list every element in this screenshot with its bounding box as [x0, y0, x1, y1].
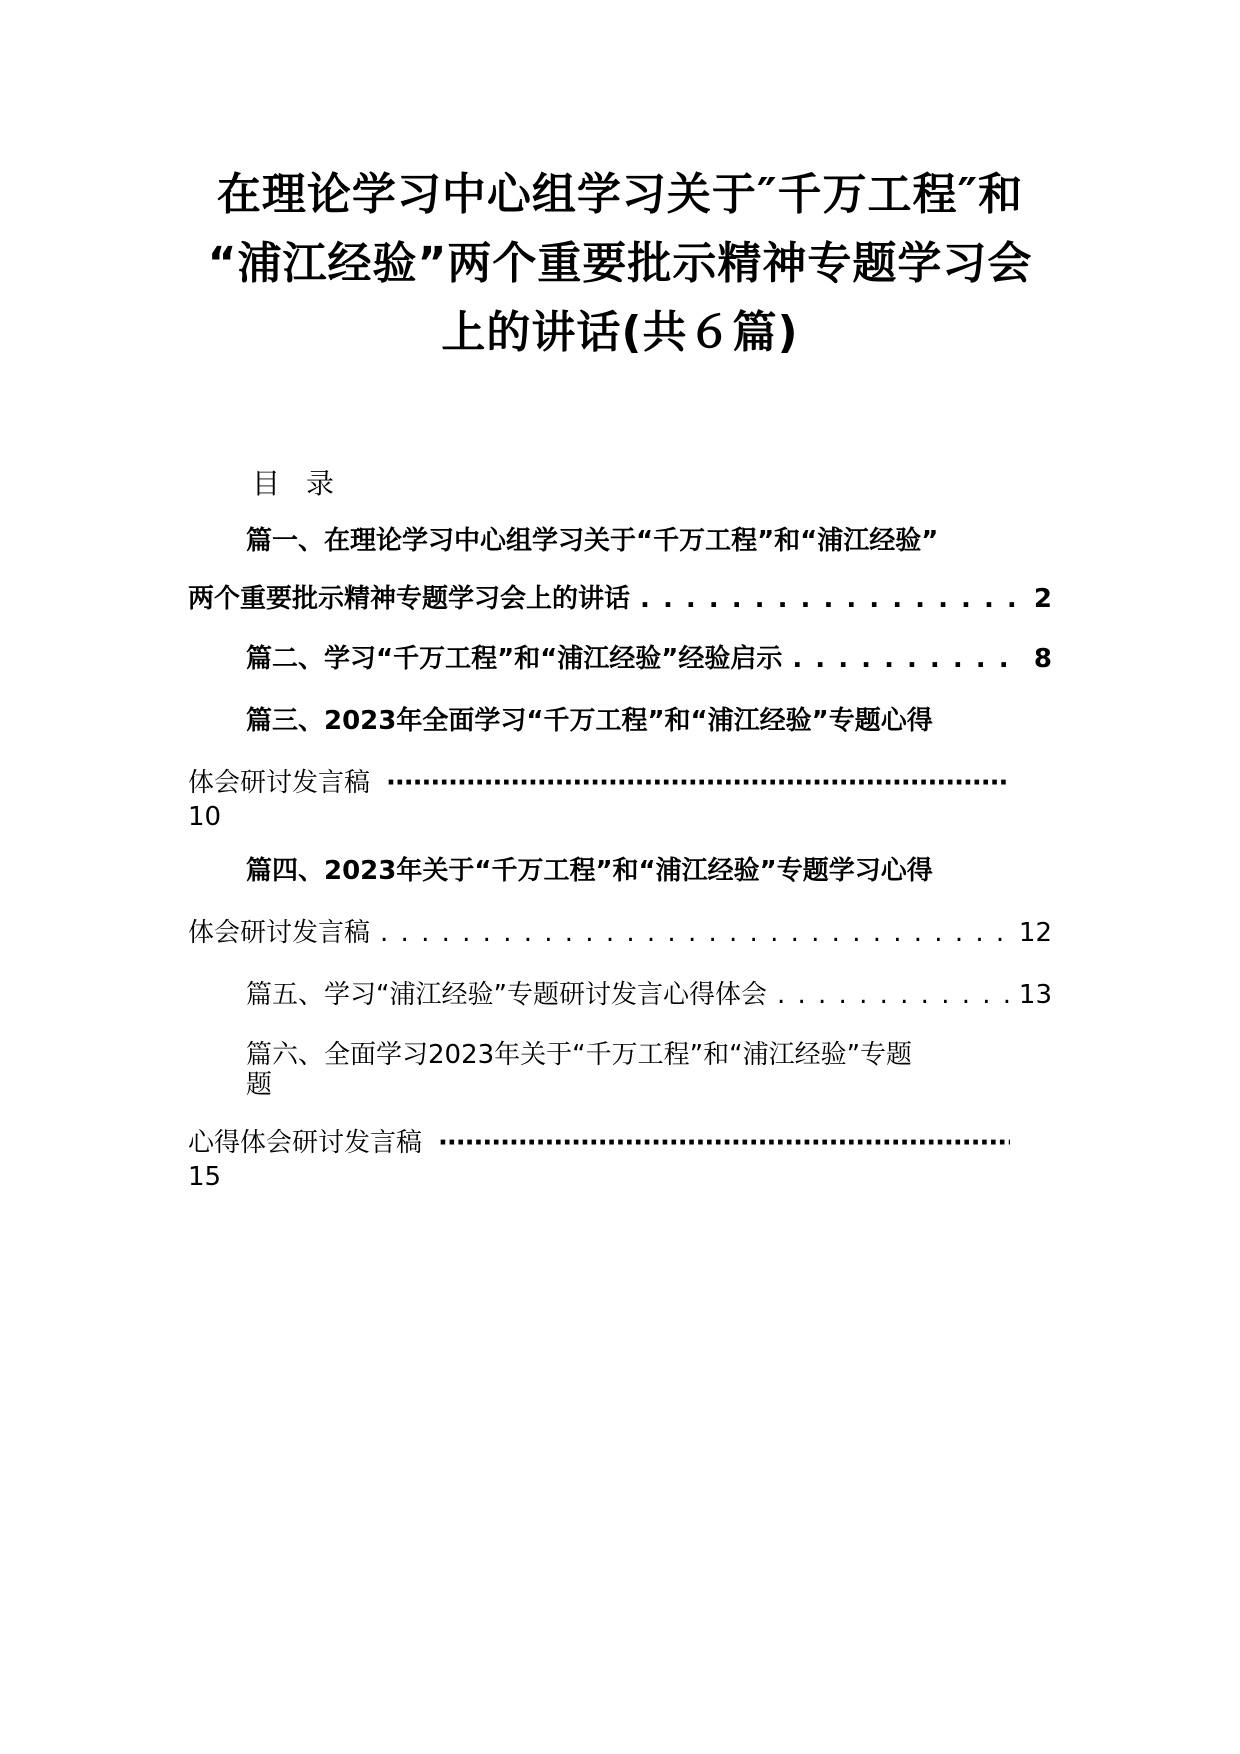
toc-entry-3-page: 10: [188, 802, 222, 832]
document-title: [160, 160, 1080, 367]
toc-entry-4-page: 12: [1018, 918, 1052, 948]
toc-entry-3-line-1[interactable]: 篇三、2023年全面学习“千万工程”和“浦江经验”专题心得: [246, 706, 933, 736]
toc-entry-4-line-1[interactable]: 篇四、2023年关于“千万工程”和“浦江经验”专题学习心得: [246, 856, 933, 886]
toc-entry-2-page: 8: [1033, 644, 1052, 674]
toc-leader-dots: [640, 581, 1024, 617]
toc-entry-2[interactable]: [246, 641, 1052, 677]
title-line-2: “浦江经验”两个重要批示精神专题学习会: [207, 238, 1033, 289]
toc-entry-4-line-2[interactable]: [188, 915, 1052, 951]
toc-entry-6-text: 心得体会研讨发言稿: [188, 1128, 423, 1158]
toc-leader-dots: [777, 977, 1009, 1013]
toc-entry-6-page: 15: [188, 1162, 222, 1192]
toc-entry-1-line-2[interactable]: [188, 581, 1052, 617]
toc-entry-1-line-1[interactable]: 篇一、在理论学习中心组学习关于“千万工程”和“浦江经验”: [246, 526, 939, 556]
toc-entry-5-page: 13: [1018, 980, 1052, 1010]
toc-entry-1-text: 两个重要批示精神专题学习会上的讲话: [188, 584, 631, 614]
title-line-3: 上的讲话(共６篇): [441, 307, 799, 358]
toc-entry-6-line-1[interactable]: 篇六、全面学习2023年关于“千万工程”和“浦江经验”专题: [246, 1040, 913, 1070]
toc-entry-5[interactable]: [246, 977, 1052, 1013]
toc-leader-dots: [386, 765, 1006, 801]
toc-entry-5-text: 篇五、学习“浦江经验”专题研讨发言心得体会: [246, 980, 767, 1010]
toc-entry-6-line-2[interactable]: [188, 1125, 1052, 1161]
toc-entry-6-line-1-wrap[interactable]: 题: [246, 1070, 273, 1100]
title-line-1: 在理论学习中心组学习关于″千万工程″和: [216, 169, 1024, 220]
toc-entry-2-text: 篇二、学习“千万工程”和“浦江经验”经验启示: [246, 644, 783, 674]
toc-leader-dots: [438, 1125, 1010, 1161]
toc-entry-3-text: 体会研讨发言稿: [188, 768, 371, 798]
toc-entry-4-text: 体会研讨发言稿: [188, 918, 371, 948]
toc-entry-3-line-2[interactable]: [188, 765, 1052, 801]
toc-entry-1-page: 2: [1033, 584, 1052, 614]
toc-leader-dots: [380, 915, 1009, 951]
toc-heading: 目录: [252, 467, 361, 500]
toc-leader-dots: [792, 641, 1024, 677]
